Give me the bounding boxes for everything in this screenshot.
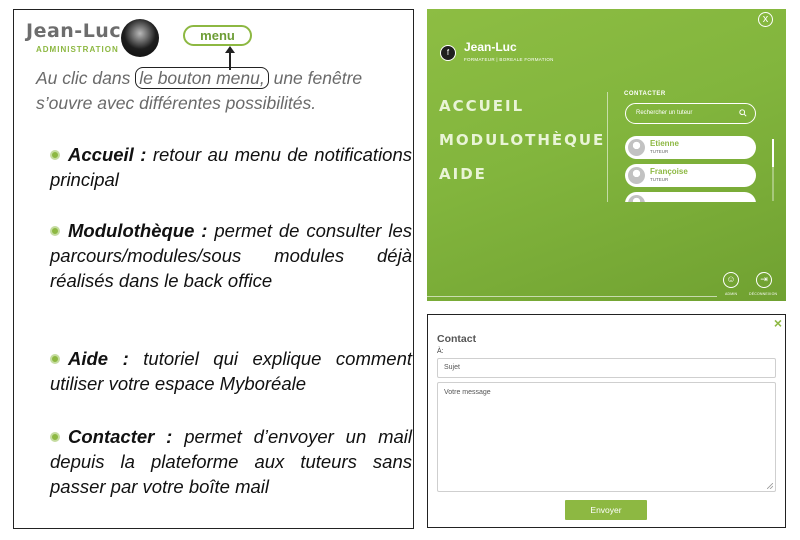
modal-title: Contact	[437, 333, 477, 345]
contact-item[interactable]	[625, 192, 756, 202]
intro-highlight: le bouton menu,	[135, 67, 269, 89]
contact-name: Françoise	[650, 167, 688, 176]
bullet-desc: tutoriel qui explique comment utiliser votre espace Myboréale	[50, 348, 412, 394]
subject-input[interactable]: Sujet	[437, 358, 776, 378]
message-placeholder: Votre message	[444, 389, 491, 396]
search-placeholder: Rechercher un tuteur	[636, 110, 693, 116]
contact-name: Etienne	[650, 139, 679, 148]
avatar[interactable]	[121, 19, 159, 57]
main-nav	[439, 97, 605, 199]
intro-before: Au clic dans	[36, 68, 136, 88]
user-placeholder-icon	[628, 167, 645, 184]
admin-label: ADMIN	[725, 292, 738, 296]
user-name: Jean-Luc	[26, 20, 122, 42]
nav-item-modulotheque[interactable]: MODULOTHÈQUE	[439, 131, 606, 149]
divider	[427, 296, 717, 297]
divider	[607, 92, 608, 202]
bullet-desc: retour au menu de notifications principal	[50, 144, 413, 190]
bullet-dot-icon	[50, 432, 60, 442]
bullet-term: Modulothèque :	[68, 220, 208, 241]
menu-user-name: Jean-Luc	[464, 40, 517, 54]
explanation-panel	[13, 9, 414, 529]
nav-item-aide[interactable]: AIDE	[439, 165, 487, 183]
contacter-heading: CONTACTER	[624, 91, 666, 97]
search-icon[interactable]	[739, 109, 747, 117]
recipient-label: À:	[437, 348, 444, 355]
logout-label: DÉCONNEXION	[749, 292, 778, 296]
tutor-search-input[interactable]	[625, 103, 756, 124]
bullet-desc: permet de consulter les parcours/modules/sous modules déjà réalisés dans le back office	[50, 220, 412, 291]
contact-list	[625, 136, 756, 202]
bullet-accueil	[50, 142, 412, 192]
bullet-contacter	[50, 424, 412, 499]
nav-item-accueil[interactable]: ACCUEIL	[439, 97, 525, 115]
user-placeholder-icon	[628, 195, 645, 202]
menu-button[interactable]: menu	[183, 25, 252, 46]
menu-overlay-panel	[427, 9, 786, 301]
intro-text	[36, 66, 406, 116]
bullet-term: Contacter :	[68, 426, 173, 447]
menu-user-subtitle: FORMATEUR | BOREALE FORMATION	[464, 57, 554, 62]
admin-user-icon[interactable]: ☺	[723, 272, 739, 288]
user-placeholder-icon	[628, 139, 645, 156]
bullet-modulotheque	[50, 218, 412, 293]
bullet-dot-icon	[50, 150, 60, 160]
contact-item[interactable]	[625, 164, 756, 187]
send-button[interactable]: Envoyer	[565, 500, 647, 520]
arrow-up-icon	[225, 46, 235, 53]
logout-icon[interactable]: ⇥	[756, 272, 772, 288]
bullet-desc: permet d’envoyer un mail depuis la plateforme aux tuteurs sans passer par votre boîte mail	[50, 426, 412, 497]
avatar[interactable]: f	[440, 45, 456, 61]
close-icon[interactable]: ×	[773, 315, 782, 331]
contact-modal	[427, 314, 786, 528]
user-role: ADMINISTRATION	[36, 45, 119, 54]
intro-after: une fenêtre s’ouvre avec différentes possibilités.	[36, 68, 363, 113]
bullet-dot-icon	[50, 226, 60, 236]
message-textarea[interactable]	[437, 382, 776, 492]
close-menu-icon[interactable]: x	[758, 12, 773, 27]
scrollbar-thumb[interactable]	[772, 139, 774, 167]
bullet-term: Accueil :	[68, 144, 147, 165]
resize-handle-icon[interactable]	[767, 483, 773, 489]
bullet-term: Aide :	[68, 348, 129, 369]
contact-role: TUTEUR	[650, 149, 669, 154]
contact-item[interactable]	[625, 136, 756, 159]
bullet-dot-icon	[50, 354, 60, 364]
contact-role: TUTEUR	[650, 177, 669, 182]
bullet-aide	[50, 346, 412, 396]
